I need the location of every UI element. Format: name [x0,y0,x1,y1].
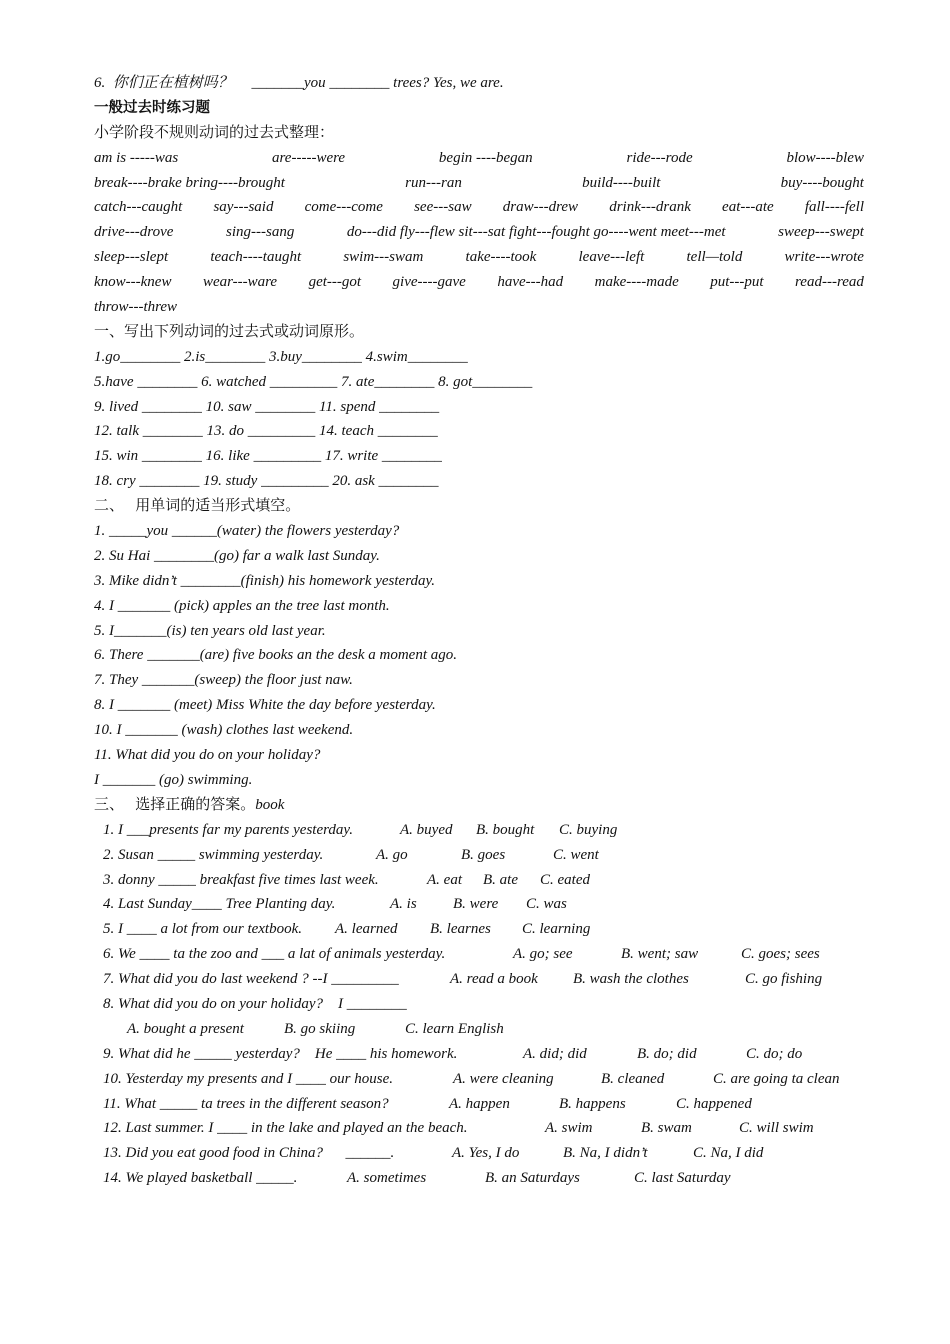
verb-pair: leave---left [578,249,645,266]
verb-pair: buy----bought [780,174,864,191]
answer-option: A. sometimes [347,1170,427,1187]
verb-pair: get---got [308,274,362,291]
choice-question [94,942,864,967]
answer-option: B. were [453,896,499,913]
verb-pair: build----built [582,174,661,191]
choice-question [94,1092,864,1117]
answer-option: C. learn English [405,1020,504,1037]
part2-line: 10. I _______ (wash) clothes last weekend. [94,722,354,739]
verb-pair: sleep---slept [94,249,169,266]
choice-question [94,843,864,868]
part2-line: 7. They _______(sweep) the floor just naw. [94,672,353,689]
part2-line: 11. What did you do on your holiday? [94,747,321,764]
verb-pair: swim---swam [343,249,424,266]
verb-pair: teach----taught [210,249,302,266]
verb-pair: draw---drew [502,199,579,216]
choice-question [94,1042,864,1067]
irregular-verbs-line [94,171,864,196]
verb-pair: drive---drove [94,224,174,241]
verb-pair: blow----blew [786,149,864,166]
verb-pair: write---wrote [784,249,864,266]
part1-list [94,345,864,494]
question-text: 1. I ___presents far my parents yesterday. [103,821,353,838]
verb-pair: see---saw [414,199,472,216]
irregular-verbs-line [94,270,864,295]
answer-option: B. goes [461,846,506,863]
answer-option: C. will swim [739,1120,814,1137]
verb-pair: say---said [213,199,274,216]
verb-pair: make----made [594,274,679,291]
verb-pair: break----brake bring----brought [94,174,285,191]
answer-option: A. happen [449,1095,510,1112]
question-text: 10. Yesterday my presents and I ____ our house. [103,1070,393,1087]
answer-option: A. is [390,896,417,913]
answer-option: A. go; see [513,946,573,963]
answer-option: A. bought a present [127,1020,244,1037]
answer-option: C. buying [559,821,618,838]
choice-question [94,1067,864,1092]
answer-option: B. cleaned [601,1070,665,1087]
answer-option: B. Na, I didn’t [563,1145,648,1162]
part1-line: 5.have ________ 6. watched _________ 7. ate________ 8. got________ [94,373,533,390]
verb-pair: fall----fell [804,199,864,216]
choice-question [94,1017,864,1042]
answer-option: A. read a book [450,971,538,988]
choice-question [94,1116,864,1141]
answer-option: C. last Saturday [634,1170,731,1187]
verb-pair: put---put [710,274,764,291]
answer-option: A. go [376,846,408,863]
part3-title-en: book [255,796,285,813]
choice-question [94,967,864,992]
verb-pair: am is -----was [94,149,179,166]
section-title: 一般过去时练习题 [94,99,210,116]
choice-question [94,818,864,843]
question-text: 3. donny _____ breakfast five times last week. [103,871,379,888]
answer-option: C. happened [676,1095,752,1112]
part2-line: 6. There _______(are) five books an the desk a moment ago. [94,647,457,664]
part1-line: 9. lived ________ 10. saw ________ 11. spend ________ [94,398,440,415]
part2-line: I _______ (go) swimming. [94,771,253,788]
verb-pair: sweep---swept [778,224,864,241]
verb-pair: take----took [465,249,537,266]
answer-option: C. do; do [746,1045,803,1062]
verb-pair: are-----were [272,149,346,166]
answer-option: B. do; did [637,1045,697,1062]
verb-pair: wear---ware [202,274,278,291]
question-text: 8. What did you do on your holiday? I ________ [103,995,407,1012]
part2-line: 3. Mike didn’t ________(finish) his homework yesterday. [94,572,436,589]
choice-question [94,868,864,893]
part1-line: 15. win ________ 16. like _________ 17. write ________ [94,448,442,465]
part3-list [94,818,864,1191]
answer-option: C. goes; sees [741,946,820,963]
verb-pair: give----gave [392,274,466,291]
part2-line: 5. I_______(is) ten years old last year. [94,622,326,639]
verb-pair: begin ----began [438,149,533,166]
part3-title-cn: 三、 选择正确的答案。 [94,796,256,813]
irregular-verbs-line [94,146,864,171]
part2-line: 4. I _______ (pick) apples an the tree last month. [94,597,390,614]
verb-pair: run---ran [405,174,462,191]
question-text: 6. We ____ ta the zoo and ___ a lat of animals yesterday. [103,946,446,963]
answer-option: C. went [553,846,599,863]
answer-option: A. learned [335,921,398,938]
choice-question [94,1166,864,1191]
irregular-verbs-line [94,195,864,220]
answer-option: C. go fishing [745,971,823,988]
irregular-intro: 小学阶段不规则动词的过去式整理： [94,124,335,141]
question-text: 5. I ____ a lot from our textbook. [103,921,303,938]
question-text: 14. We played basketball _____. [103,1170,298,1187]
choice-question [94,1141,864,1166]
part1-line: 1.go________ 2.is________ 3.buy________ 4.swim________ [94,348,468,365]
document-content [94,71,864,1191]
answer-option: B. ate [483,871,518,888]
answer-option: B. an Saturdays [485,1170,580,1187]
question-text: 11. What _____ ta trees in the different season? [103,1095,389,1112]
verb-pair: do---did fly---flew sit---sat fight---fought go----went meet---met [346,224,726,241]
question-text: 13. Did you eat good food in China? ______. [103,1145,395,1162]
question-6-chinese: 6. 你们正在植树吗？ _______you ________ trees? Yes, we are. [94,75,504,91]
part1-line: 18. cry ________ 19. study _________ 20. ask ________ [94,473,439,490]
part2-list [94,519,864,793]
answer-option: C. Na, I did [693,1145,764,1162]
verb-pair: eat---ate [722,199,774,216]
verb-pair: have---had [497,274,564,291]
irregular-verbs-last: throw---threw [94,299,178,316]
part1-title: 一、写出下列动词的过去式或动词原形。 [94,323,365,340]
irregular-verbs-line [94,245,864,270]
answer-option: A. eat [427,871,462,888]
part1-line: 12. talk ________ 13. do _________ 14. teach ________ [94,423,438,440]
answer-option: A. were cleaning [453,1070,554,1087]
question-text: 2. Susan _____ swimming yesterday. [103,846,324,863]
answer-option: C. eated [540,871,590,888]
verb-pair: drink---drank [609,199,691,216]
verb-pair: come---come [304,199,383,216]
verb-pair: read---read [795,274,864,291]
verb-pair: catch---caught [94,199,183,216]
answer-option: B. wash the clothes [573,971,689,988]
verb-pair: tell—told [686,249,743,266]
answer-option: B. bought [476,821,535,838]
answer-option: B. learnes [430,921,491,938]
answer-option: A. did; did [523,1045,587,1062]
verb-pair: know---knew [94,274,172,291]
irregular-verbs-line [94,220,864,245]
question-text: 7. What did you do last weekend ? --I _________ [103,971,399,988]
part2-title: 二、 用单词的适当形式填空。 [94,498,301,515]
choice-question [94,992,864,1017]
answer-option: B. went; saw [621,946,699,963]
answer-option: B. swam [641,1120,692,1137]
part3-title [94,793,864,818]
question-text: 12. Last summer. I ____ in the lake and played an the beach. [103,1120,468,1137]
answer-option: C. learning [522,921,591,938]
answer-option: B. happens [559,1095,626,1112]
verb-pair: sing---sang [226,224,295,241]
part2-line: 2. Su Hai ________(go) far a walk last Sunday. [94,547,380,564]
irregular-verbs-list [94,146,864,295]
answer-option: A. buyed [400,821,453,838]
part2-line: 1. _____you ______(water) the flowers yesterday? [94,523,400,540]
part2-line: 8. I _______ (meet) Miss White the day before yesterday. [94,697,436,714]
question-text: 9. What did he _____ yesterday? He ____ his homework. [103,1045,458,1062]
answer-option: A. swim [545,1120,593,1137]
answer-option: B. go skiing [284,1020,356,1037]
answer-option: C. are going ta clean [713,1070,840,1087]
choice-question [94,917,864,942]
verb-pair: ride---rode [626,149,693,166]
answer-option: C. was [526,896,567,913]
question-text: 4. Last Sunday____ Tree Planting day. [103,896,336,913]
answer-option: A. Yes, I do [452,1145,520,1162]
choice-question [94,892,864,917]
